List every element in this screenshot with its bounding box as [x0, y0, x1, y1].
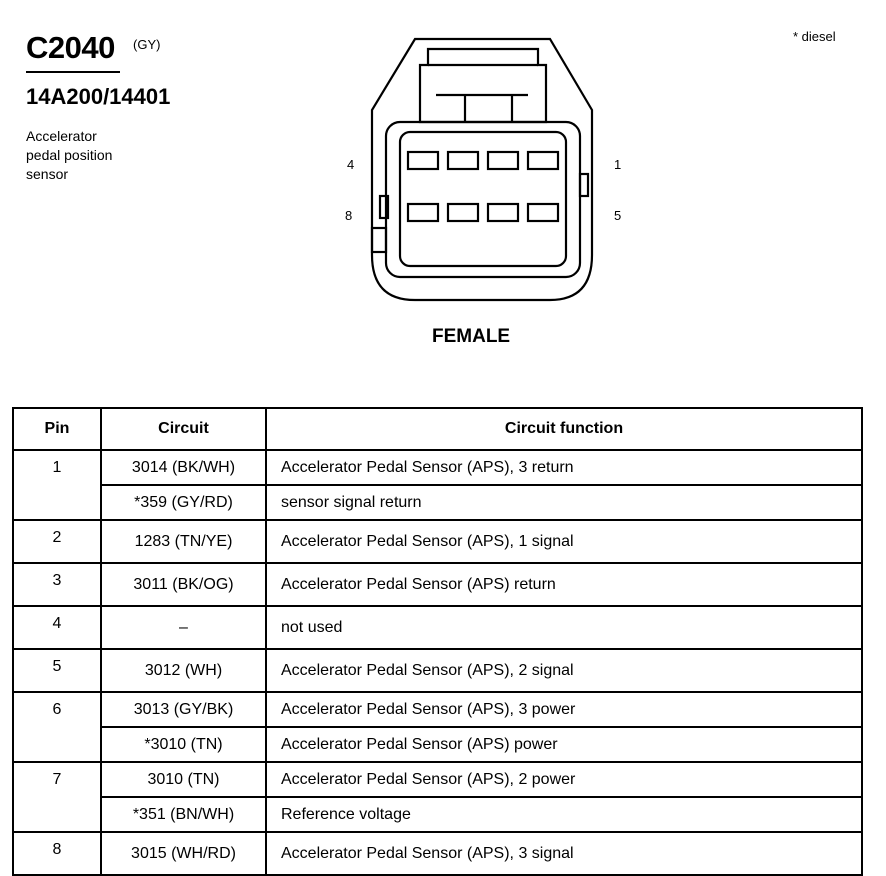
pin-label-5: 5: [614, 208, 622, 223]
table-row: [13, 450, 862, 485]
pin-label-8: 8: [345, 208, 353, 223]
function-cell: not used: [266, 606, 862, 649]
table-row: [13, 797, 862, 832]
function-cell: Accelerator Pedal Sensor (APS), 1 signal: [266, 520, 862, 563]
circuit-cell: *351 (BN/WH): [101, 797, 266, 832]
connector-face-diagram: [360, 30, 620, 310]
pin-number: 4: [13, 606, 101, 649]
pin-cavity-1: [528, 152, 558, 169]
pin-cavity-7: [448, 204, 478, 221]
pin-cavity-5: [528, 204, 558, 221]
circuit-column-header: Circuit: [101, 408, 266, 450]
table-row: [13, 485, 862, 520]
function-cell: Accelerator Pedal Sensor (APS), 3 power: [266, 692, 862, 727]
function-column-header: Circuit function: [266, 408, 862, 450]
title-underline: [26, 71, 120, 73]
pin-number: 5: [13, 649, 101, 692]
connector-key: [580, 174, 588, 196]
connector-latch: [420, 49, 546, 122]
circuit-cell: *359 (GY/RD): [101, 485, 266, 520]
description-line: pedal position: [26, 147, 113, 163]
circuit-cell: 3010 (TN): [101, 762, 266, 797]
circuit-cell: 3013 (GY/BK): [101, 692, 266, 727]
function-cell: Accelerator Pedal Sensor (APS) return: [266, 563, 862, 606]
table-row: [13, 762, 862, 797]
function-cell: Accelerator Pedal Sensor (APS), 2 signal: [266, 649, 862, 692]
connector-color: (GY): [133, 37, 161, 52]
pin-cavity-2: [488, 152, 518, 169]
pin-number: 8: [13, 832, 101, 875]
pin-column-header: Pin: [13, 408, 101, 450]
circuit-cell: –: [101, 606, 266, 649]
function-cell: Accelerator Pedal Sensor (APS) power: [266, 727, 862, 762]
table-header-row: [13, 408, 862, 450]
circuit-cell: 3015 (WH/RD): [101, 832, 266, 875]
circuit-cell: *3010 (TN): [101, 727, 266, 762]
pin-cavity-8: [408, 204, 438, 221]
table-row: [13, 692, 862, 727]
table-row: [13, 649, 862, 692]
function-cell: sensor signal return: [266, 485, 862, 520]
pin-cavity-4: [408, 152, 438, 169]
pin-number: 6: [13, 692, 101, 762]
part-number: 14A200/14401: [26, 84, 171, 109]
function-cell: Accelerator Pedal Sensor (APS), 3 signal: [266, 832, 862, 875]
table-row: [13, 520, 862, 563]
circuit-cell: 1283 (TN/YE): [101, 520, 266, 563]
table-row: [13, 606, 862, 649]
circuit-cell: 3011 (BK/OG): [101, 563, 266, 606]
connector-inner-frame: [386, 122, 580, 277]
gender-label: FEMALE: [432, 326, 511, 347]
connector-description: [26, 127, 112, 184]
function-cell: Accelerator Pedal Sensor (APS), 3 return: [266, 450, 862, 485]
table-row: [13, 563, 862, 606]
diesel-note: * diesel: [793, 29, 836, 44]
circuit-cell: 3012 (WH): [101, 649, 266, 692]
connector-key: [372, 228, 386, 252]
pin-number: 1: [13, 450, 101, 520]
pin-cavity-3: [448, 152, 478, 169]
pinout-table: [12, 407, 863, 876]
pin-number: 7: [13, 762, 101, 832]
table-row: [13, 727, 862, 762]
pin-label-1: 1: [614, 157, 622, 172]
description-line: Accelerator: [26, 128, 97, 144]
function-cell: Reference voltage: [266, 797, 862, 832]
table-row: [13, 832, 862, 875]
pin-label-4: 4: [347, 157, 355, 172]
function-cell: Accelerator Pedal Sensor (APS), 2 power: [266, 762, 862, 797]
pin-number: 3: [13, 563, 101, 606]
pin-cavity-6: [488, 204, 518, 221]
circuit-cell: 3014 (BK/WH): [101, 450, 266, 485]
description-line: sensor: [26, 166, 69, 182]
pin-number: 2: [13, 520, 101, 563]
connector-code: C2040: [26, 30, 115, 65]
